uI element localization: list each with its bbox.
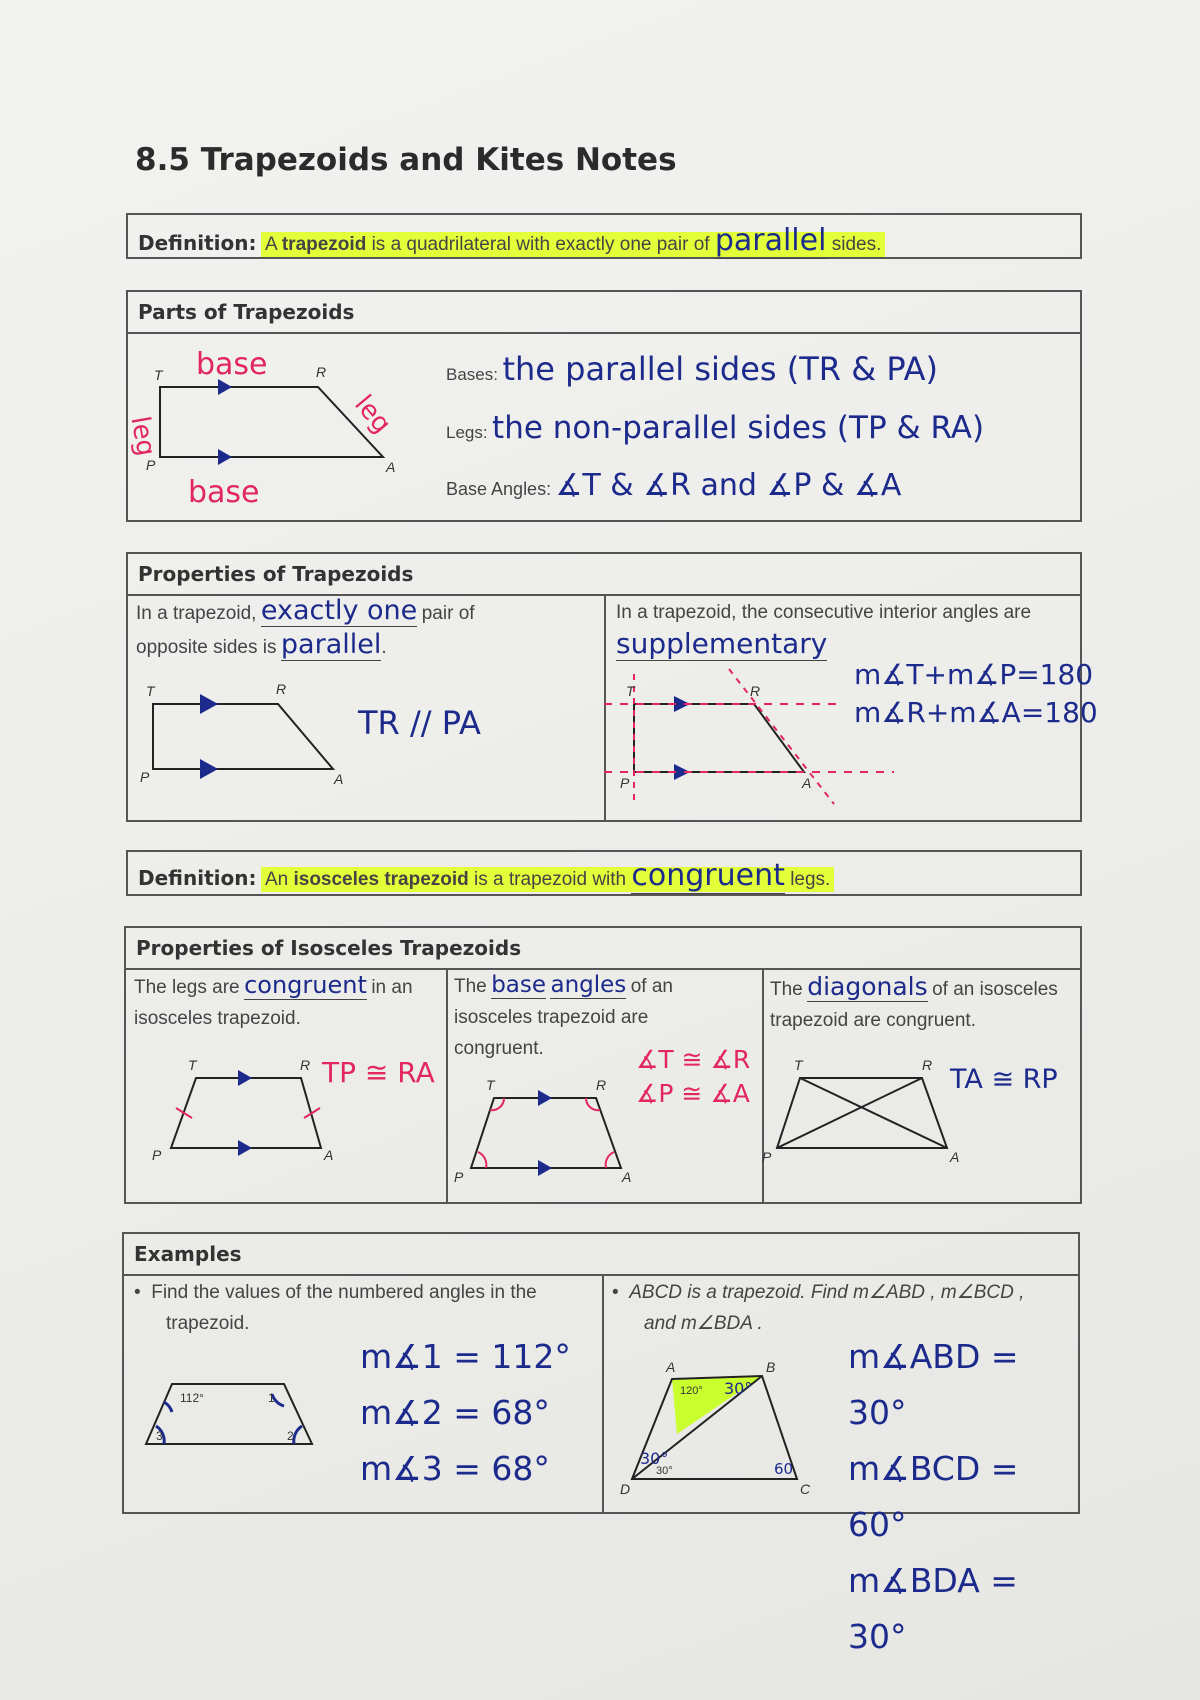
label-leg-left: leg	[124, 414, 161, 459]
diagonal-line	[777, 1078, 922, 1148]
properties-header	[128, 554, 1080, 596]
vertex-C: C	[800, 1481, 811, 1497]
vertex-T: T	[794, 1057, 803, 1073]
iso-fill-answer: base	[491, 972, 547, 998]
bases-label: Bases:	[446, 365, 498, 384]
definition-label: Definition:	[138, 866, 257, 890]
trapezoid-shape	[160, 387, 383, 457]
angle-arc	[478, 1152, 486, 1168]
definition-fill-answer: parallel	[714, 223, 827, 258]
parallel-note: TR // PA	[358, 704, 481, 742]
iso-text: of an isosceles	[932, 979, 1058, 1000]
section-header: Properties of Trapezoids	[138, 562, 414, 586]
prop-text: opposite sides is	[136, 637, 277, 658]
vertex-R: R	[276, 681, 287, 697]
example2-figure	[602, 1354, 832, 1514]
definition-text: An	[264, 869, 289, 890]
vertex-P: P	[140, 769, 150, 785]
page-title: 8.5 Trapezoids and Kites Notes	[135, 142, 677, 178]
iso-text: in an	[371, 977, 413, 998]
vertex-R: R	[750, 683, 761, 699]
angle-arc	[294, 1426, 302, 1444]
iso-text: The legs are	[134, 977, 240, 998]
parallel-arrow-mark	[538, 1090, 552, 1106]
iso-text: isosceles trapezoid are	[454, 1007, 649, 1028]
examples-header	[124, 1234, 1078, 1276]
prop-fill-answer: parallel	[280, 629, 382, 660]
prop-fill-answer: exactly one	[260, 595, 418, 626]
vertex-R: R	[300, 1057, 311, 1073]
prop-consecutive-angles-figure	[604, 654, 1098, 824]
iso-fill-answer: diagonals	[807, 972, 928, 1001]
definition-text: is a quadrilateral with exactly one pair of	[371, 234, 710, 255]
prop-text: In a trapezoid,	[136, 603, 257, 624]
iso-text: of an	[630, 976, 673, 997]
supplementary-equation: m∡T+m∡P=180	[854, 658, 1094, 691]
iso-text: congruent.	[454, 1038, 544, 1059]
bullet: •	[134, 1282, 152, 1303]
vertex-P: P	[454, 1169, 464, 1185]
definition-fill-answer: congruent	[631, 858, 785, 893]
definition-text: legs.	[790, 869, 831, 890]
vertex-P: P	[762, 1149, 772, 1165]
vertex-R: R	[316, 364, 327, 380]
iso-text: The	[770, 979, 803, 1000]
vertex-T: T	[188, 1057, 197, 1073]
vertex-D: D	[620, 1481, 631, 1497]
vertex-A: A	[386, 459, 396, 475]
example2-answer: m∡BDA = 30°	[848, 1561, 1018, 1656]
example1-answer: m∡3 = 68°	[360, 1449, 550, 1488]
parallel-arrow-mark	[200, 694, 218, 714]
example1-figure	[124, 1344, 354, 1504]
iso-text: trapezoid are congruent.	[770, 1010, 976, 1031]
prop-fill-answer: supplementary	[616, 627, 828, 660]
congruent-angles-note: ∡T ≅ ∡R	[636, 1045, 751, 1074]
properties-of-trapezoids-box	[126, 552, 1098, 822]
bullet: •	[612, 1282, 630, 1303]
definition-term: trapezoid	[281, 234, 367, 255]
angle-number: 1	[268, 1391, 275, 1405]
supplementary-equation: m∡R+m∡A=180	[854, 696, 1098, 729]
legs-value: the non-parallel sides (TP & RA)	[492, 410, 985, 446]
angle-label: 112°	[180, 1391, 204, 1405]
angle-label: 120°	[680, 1385, 703, 1397]
example2-answer: m∡ABD = 30°	[848, 1337, 1019, 1432]
trapezoid-shape	[171, 1078, 321, 1148]
handwritten-angle: 60	[774, 1460, 794, 1478]
trapezoid-shape	[634, 704, 804, 772]
vertex-A: A	[666, 1359, 676, 1375]
handwritten-angle: 30°	[640, 1449, 669, 1468]
prop-text: .	[381, 637, 387, 658]
example-text: Find the values of the numbered angles in the	[151, 1282, 537, 1303]
label-leg-right: leg	[348, 389, 397, 440]
iso-fill-answer: congruent	[244, 971, 367, 999]
vertex-P: P	[620, 775, 630, 791]
transversal-line	[729, 669, 834, 804]
section-header: Properties of Isosceles Trapezoids	[136, 936, 522, 960]
legs-label: Legs:	[446, 423, 488, 442]
example1-answer: m∡1 = 112°	[360, 1337, 571, 1376]
definition-trapezoid-box	[126, 213, 1082, 259]
vertex-A: A	[334, 771, 344, 787]
base-angles-label: Base Angles:	[446, 479, 552, 499]
section-header: Examples	[134, 1242, 242, 1266]
congruent-legs-note: TP ≅ RA	[322, 1056, 435, 1089]
example2-answer: m∡BCD = 60°	[848, 1449, 1019, 1544]
prop-text: pair of	[421, 603, 475, 624]
example1-answer: m∡2 = 68°	[360, 1393, 550, 1432]
congruent-angles-note: ∡P ≅ ∡A	[636, 1079, 750, 1108]
definition-term: isosceles trapezoid	[293, 869, 469, 890]
iso-fill-answer: angles	[550, 972, 627, 998]
parallel-arrow-mark	[238, 1070, 252, 1086]
vertex-R: R	[922, 1057, 933, 1073]
prop-text: In a trapezoid, the consecutive interior angles are	[616, 602, 1032, 623]
definition-label: Definition:	[138, 231, 257, 255]
iso-text: isosceles trapezoid.	[134, 1008, 301, 1029]
example-text: and m∠BDA .	[644, 1313, 763, 1334]
example-text: trapezoid.	[166, 1313, 250, 1334]
angle-number: 2	[287, 1429, 294, 1443]
definition-text: sides.	[831, 234, 882, 255]
base-angles-value: ∡T & ∡R and ∡P & ∡A	[555, 468, 902, 503]
label-base-bottom: base	[188, 475, 260, 510]
prop-trapezoid-figure	[128, 674, 598, 824]
angle-label: 30°	[656, 1465, 673, 1477]
vertex-A: A	[622, 1169, 632, 1185]
vertex-T: T	[146, 683, 155, 699]
parts-trapezoid-figure	[124, 332, 448, 522]
vertex-A: A	[802, 775, 812, 791]
section-header: Parts of Trapezoids	[138, 300, 355, 324]
parallel-arrow-mark	[538, 1160, 552, 1176]
trapezoid-shape	[153, 704, 333, 769]
definition-text: is a trapezoid with	[474, 869, 627, 890]
handwritten-angle: 30°	[724, 1379, 753, 1398]
trapezoid-shape	[777, 1078, 947, 1148]
examples-box	[122, 1232, 1080, 1656]
iso-header	[126, 928, 1080, 970]
congruent-diagonals-note: TA ≅ RP	[950, 1064, 1058, 1095]
vertex-P: P	[146, 457, 156, 473]
vertex-T: T	[486, 1077, 495, 1093]
angle-arc	[606, 1152, 614, 1168]
vertex-B: B	[766, 1359, 776, 1375]
label-base-top: base	[196, 347, 268, 382]
angle-arc	[164, 1402, 172, 1412]
iso-legs-figure	[126, 1048, 446, 1198]
trapezoid-shape	[471, 1098, 621, 1168]
bases-value: the parallel sides (TR & PA)	[502, 350, 938, 388]
parallel-arrow-mark	[238, 1140, 252, 1156]
isosceles-properties-box	[124, 926, 1082, 1204]
vertex-T: T	[154, 367, 163, 383]
vertex-P: P	[152, 1147, 162, 1163]
vertex-R: R	[596, 1077, 607, 1093]
vertex-T: T	[626, 683, 635, 699]
definition-isosceles-box	[126, 850, 1082, 896]
angle-number: 3	[156, 1429, 163, 1443]
iso-diagonals-figure	[762, 1048, 1082, 1198]
parallel-arrow-mark	[218, 449, 232, 465]
iso-text: The	[454, 976, 487, 997]
parts-header	[128, 292, 1080, 334]
vertex-A: A	[950, 1149, 960, 1165]
parallel-arrow-mark	[200, 759, 218, 779]
vertex-A: A	[324, 1147, 334, 1163]
example-text: ABCD is a trapezoid. Find m∠ABD , m∠BCD ,	[629, 1282, 1025, 1303]
parts-of-trapezoids-box	[126, 290, 1082, 522]
definition-text: A	[264, 234, 277, 255]
